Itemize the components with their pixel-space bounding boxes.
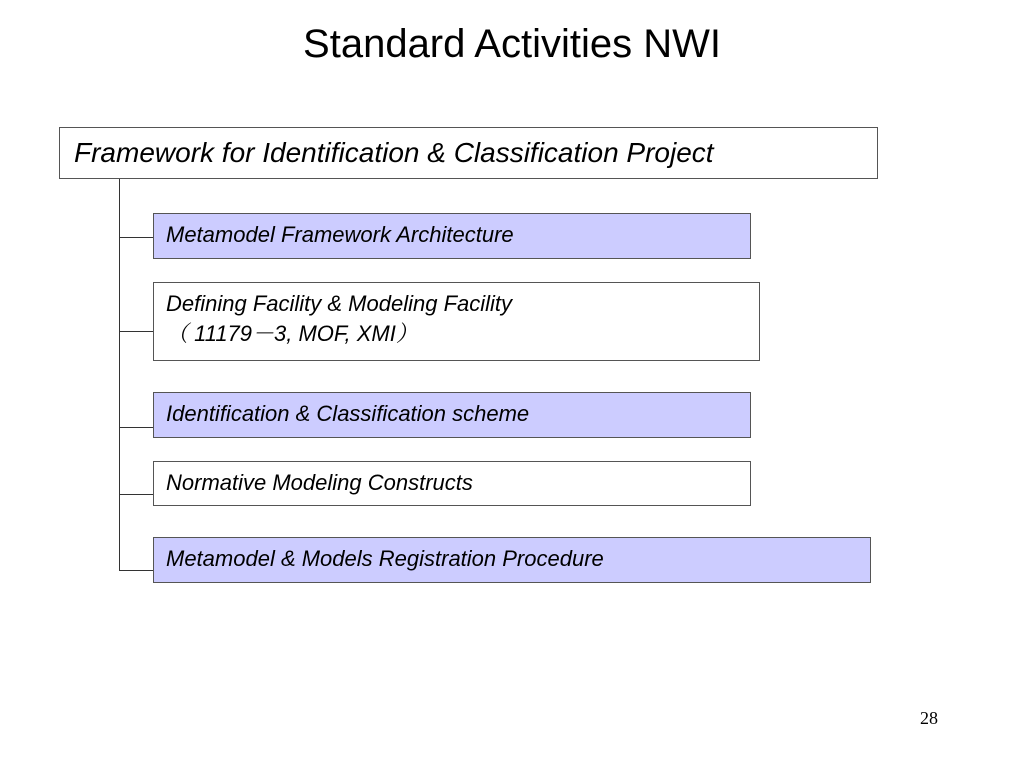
slide-title: Standard Activities NWI [303,22,721,66]
tree-connector-branch-5 [119,570,154,571]
child-node-label: Defining Facility & Modeling Facility [166,291,513,316]
tree-connector-branch-2 [119,331,154,332]
tree-connector-branch-3 [119,427,154,428]
child-node-label: Metamodel Framework Architecture [166,222,514,247]
child-node-identification-classification-scheme [153,392,751,438]
child-node-normative-modeling-constructs [153,461,751,506]
child-node-label: Identification & Classification scheme [166,401,530,426]
tree-connector-branch-4 [119,494,154,495]
page-number: 28 [920,708,938,728]
root-node-framework: Framework for Identification & Classification Project [59,127,878,179]
child-node-metamodel-framework-architecture [153,213,751,259]
child-node-defining-facility [153,282,760,361]
child-node-label: Normative Modeling Constructs [166,470,473,495]
child-node-label-line2: （ 11179－3, MOF, XMI） [166,321,418,346]
child-node-label: Metamodel & Models Registration Procedure [166,546,604,571]
tree-connector-branch-1 [119,237,154,238]
child-node-registration-procedure [153,537,871,583]
